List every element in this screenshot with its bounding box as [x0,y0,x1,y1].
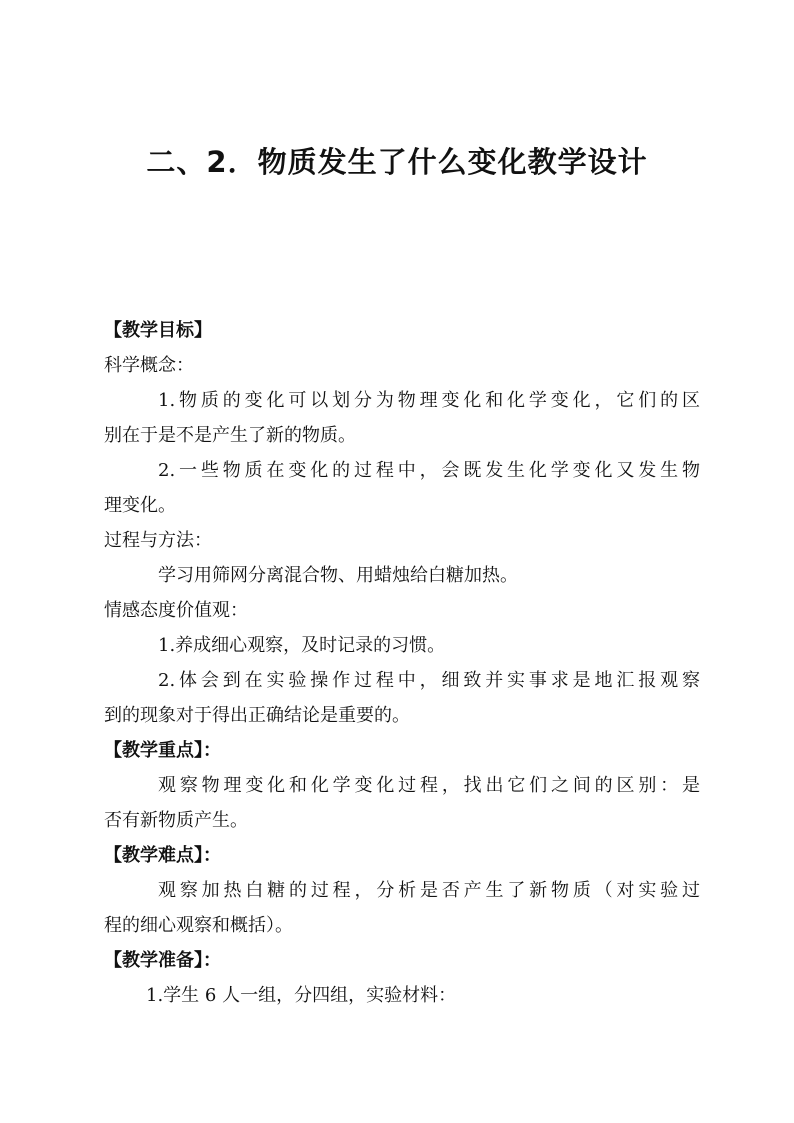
paragraph-line: 1.学生 6 人一组，分四组，实验材料： [146,985,457,1006]
paragraph-line: 学习用筛网分离混合物、用蜡烛给白糖加热。 [158,565,518,586]
paragraph-line: 程的细心观察和概括）。 [104,915,293,936]
document-body [104,316,700,1016]
paragraph-line: 到的现象对于得出正确结论是重要的。 [104,705,410,726]
paragraph-line: 1.养成细心观察，及时记录的习惯。 [158,635,446,656]
heading-teaching-difficulty: 【教学难点】： [104,845,221,866]
subheading-attitude-values: 情感态度价值观： [104,600,248,621]
paragraph-line: 2.一些物质在变化的过程中，会既发生化学变化又发生物 [158,460,700,481]
heading-teaching-key-point: 【教学重点】： [104,740,221,761]
paragraph-line: 1.物质的变化可以划分为物理变化和化学变化，它们的区 [158,390,700,411]
paragraph-line: 否有新物质产生。 [104,810,248,831]
paragraph-line: 2.体会到在实验操作过程中，细致并实事求是地汇报观察 [158,670,700,691]
paragraph-line: 观察加热白糖的过程，分析是否产生了新物质（对实验过 [158,880,700,901]
heading-teaching-preparation: 【教学准备】： [104,950,221,971]
subheading-process-method: 过程与方法： [104,530,212,551]
paragraph-line: 理变化。 [104,495,176,516]
subheading-science-concept: 科学概念： [104,355,194,376]
document-title: 二、2．物质发生了什么变化教学设计 [146,145,648,179]
paragraph-line: 别在于是不是产生了新的物质。 [104,425,356,446]
heading-teaching-objectives: 【教学目标】 [104,320,212,341]
paragraph-line: 观察物理变化和化学变化过程，找出它们之间的区别：是 [158,775,700,796]
